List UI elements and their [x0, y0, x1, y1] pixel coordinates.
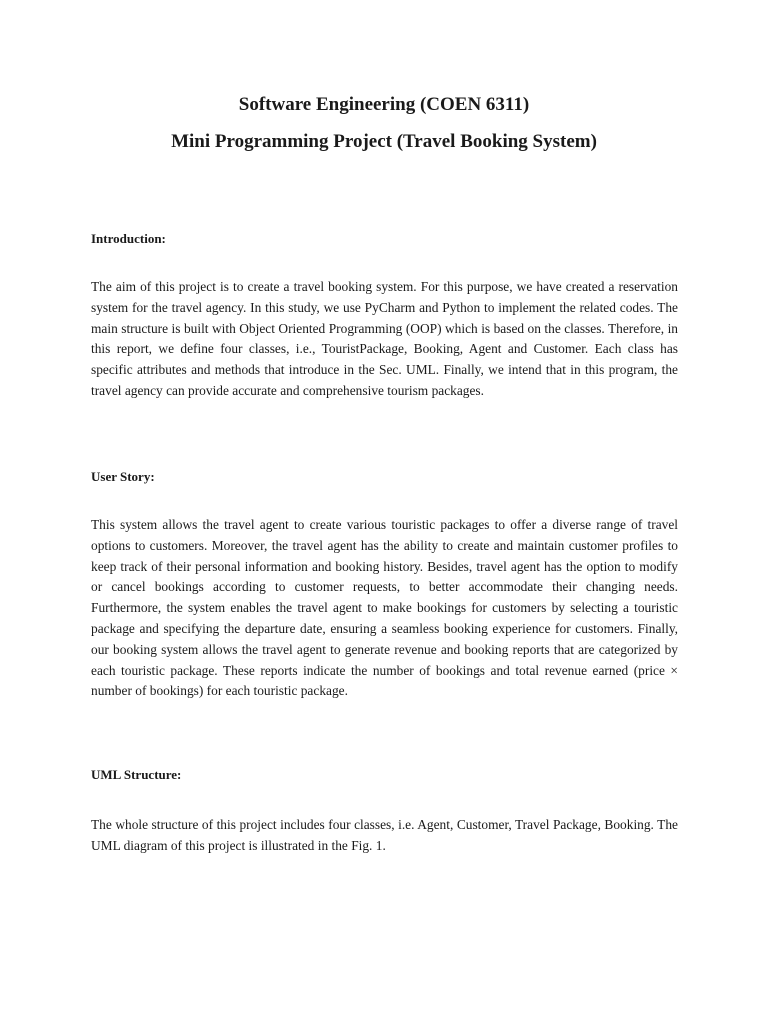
- section-paragraph-introduction: The aim of this project is to create a travel booking system. For this purpose, we have created a reservation system for the travel agency. In this study, we use PyCharm and Python to implement the related codes. The main structure is built with Object Oriented Programming (OOP) which is based on the classes. Therefore, in this report, we define four classes, i.e., TouristPackage, Booking, Agent and Customer. Each class has specific attributes and methods that introduce in the Sec. UML. Finally, we intend that in this program, the travel agency can provide accurate and comprehensive tourism packages.: [91, 279, 678, 398]
- section-paragraph-user-story: This system allows the travel agent to create various touristic packages to offer a diverse range of travel options to customers. Moreover, the travel agent has the ability to create and maintain customer profiles to keep track of their personal information and booking history. Besides, travel agent has the option to modify or cancel bookings according to customer requests, to better accommodate their changing needs. Furthermore, the system enables the travel agent to make bookings for customers by selecting a touristic package and specifying the departure date, ensuring a seamless booking experience for customers. Finally, our booking system allows the travel agent to generate revenue and booking reports that are categorized by each touristic package. These reports indicate the number of bookings and total revenue earned (price × number of bookings) for each touristic package.: [91, 517, 678, 699]
- section-heading-introduction: Introduction:: [91, 231, 166, 246]
- document-title: Software Engineering (COEN 6311): [238, 94, 530, 115]
- section-heading-user-story: User Story:: [91, 469, 155, 484]
- section-heading-uml-structure: UML Structure:: [91, 767, 182, 782]
- section-paragraph-uml-structure: The whole structure of this project includes four classes, i.e. Agent, Customer, Travel Package, Booking. The UML diagram of this project is illustrated in the Fig. 1.: [91, 817, 678, 853]
- document-subtitle: Mini Programming Project (Travel Booking System): [171, 131, 597, 152]
